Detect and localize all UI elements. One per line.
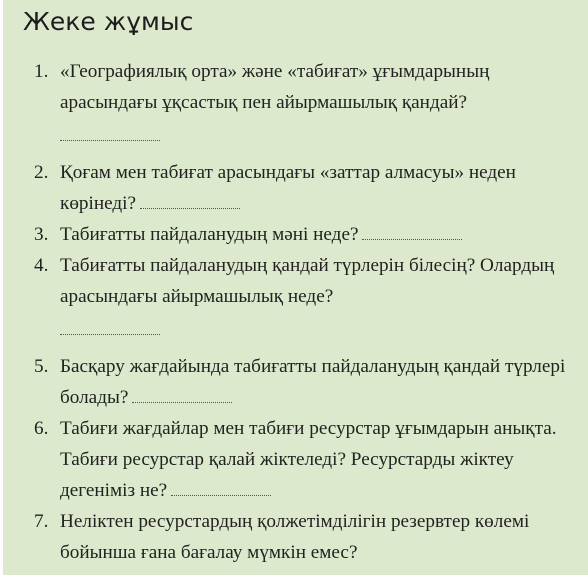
- answer-blank[interactable]: [132, 388, 232, 403]
- question-text: Табиғатты пайдаланудың мәні неде?: [60, 224, 359, 245]
- question-list: [3, 56, 588, 568]
- question-6: [3, 413, 588, 506]
- question-number: 2.: [34, 162, 49, 183]
- question-number: 6.: [34, 418, 49, 439]
- question-number: 1.: [34, 61, 49, 82]
- question-text: Табиғи жағдайлар мен табиғи ресурстар ұғымдарын анықта. Табиғи ресурстар қалай жіктеледі? Ресурстарды жіктеу дегеніміз не?: [60, 418, 557, 501]
- answer-blank[interactable]: [171, 481, 271, 496]
- question-text: Қоғам мен табиғат арасындағы «заттар алмасуы» неден көрінеді?: [60, 162, 516, 214]
- question-3: [3, 219, 588, 250]
- page-title: Жеке жұмыс: [23, 7, 194, 36]
- question-text: Басқару жағдайында табиғатты пайдаланудың қандай түрлері болады?: [60, 356, 566, 408]
- question-5: [3, 351, 588, 413]
- answer-blank[interactable]: [140, 194, 240, 209]
- question-7: [3, 506, 588, 568]
- question-number: 3.: [34, 224, 49, 245]
- question-2: [3, 157, 588, 219]
- question-text: Неліктен ресурстардың қолжетімділігін резервтер көлемі бойынша ғана бағалау мүмкін емес?: [60, 511, 530, 563]
- answer-blank[interactable]: [362, 225, 462, 240]
- answer-blank[interactable]: [60, 118, 160, 141]
- question-1: [3, 56, 588, 141]
- answer-blank[interactable]: [60, 312, 160, 335]
- question-text: «Географиялық орта» және «табиғат» ұғымдарының арасындағы ұқсастық пен айырмашылық қандай?: [60, 61, 490, 113]
- question-number: 4.: [34, 255, 49, 276]
- question-number: 5.: [34, 356, 49, 377]
- question-number: 7.: [34, 511, 49, 532]
- assignment-card: [3, 0, 588, 575]
- question-text: Табиғатты пайдаланудың қандай түрлерін білесің? Олардың арасындағы айырмашылық неде?: [60, 255, 555, 307]
- question-4: [3, 250, 588, 335]
